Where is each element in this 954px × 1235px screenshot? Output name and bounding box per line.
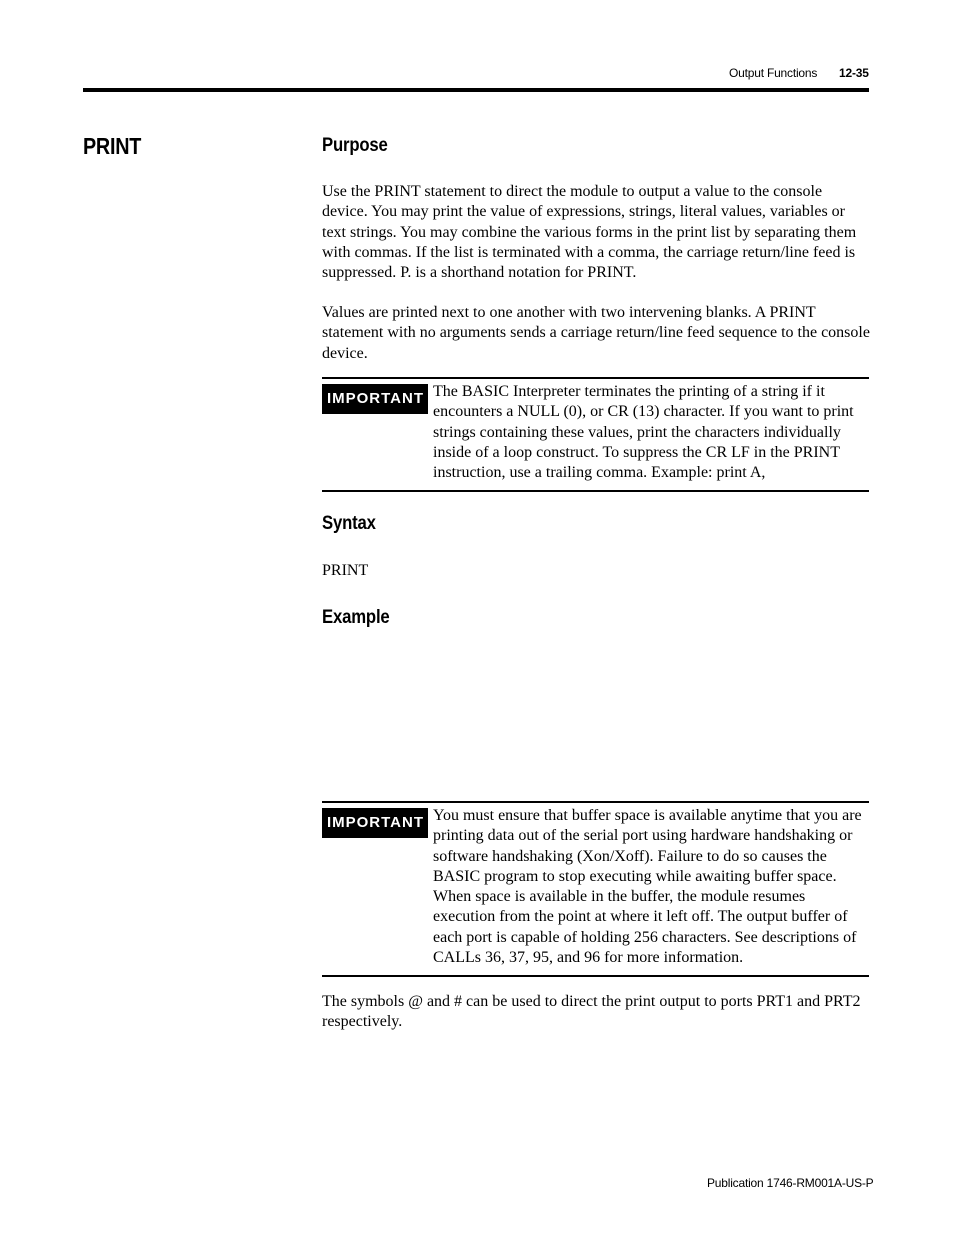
footer-publication: Publication 1746-RM001A-US-P [707, 1176, 874, 1190]
important-note-2 [322, 801, 869, 977]
important-note-2-text: You must ensure that buffer space is available anytime that you are printing data out of the serial port using hardware handshaking or software handshaking (Xon/Xoff). Failure to do so causes the BASIC program to stop executing while awaiting buffer space. When space is available in the buffer, the module resumes execution from the point at where it left off. The output buffer of each port is capable of holding 256 characters. See descriptions of CALLs 36, 37, 95, and 96 for more information. [433, 807, 862, 966]
example-heading: Example [322, 607, 390, 628]
important-badge: IMPORTANT [322, 808, 428, 838]
page-title: PRINT [83, 133, 142, 159]
purpose-paragraph-1: Use the PRINT statement to direct the module to output a value to the console device. You may print the value of expressions, strings, literal values, variables or text strings. You may combine the various forms in the print list by separating them with commas. If the list is terminated with a comma, the carriage return/line feed is suppressed. P. is a shorthand notation for PRINT. [322, 183, 857, 281]
running-header-page-number: 12-35 [839, 66, 869, 80]
running-header-section: Output Functions [729, 66, 818, 80]
syntax-heading: Syntax [322, 513, 376, 534]
important-badge: IMPORTANT [322, 384, 428, 414]
closing-paragraph: The symbols @ and # can be used to direct the print output to ports PRT1 and PRT2 respectively. [322, 993, 861, 1031]
purpose-paragraph-2: Values are printed next to one another with two intervening blanks. A PRINT statement with no arguments sends a carriage return/line feed sequence to the console device. [322, 304, 870, 362]
important-note-1-text: The BASIC Interpreter terminates the printing of a string if it encounters a NULL (0), or CR (13) character. If you want to print strings containing these values, print the characters individually inside of a loop construct. To suppress the CR LF in the PRINT instruction, use a trailing comma. Example: print A, [433, 383, 854, 481]
purpose-heading: Purpose [322, 135, 388, 156]
important-note-1 [322, 377, 869, 492]
syntax-text: PRINT [322, 562, 369, 579]
header-rule [83, 88, 869, 92]
